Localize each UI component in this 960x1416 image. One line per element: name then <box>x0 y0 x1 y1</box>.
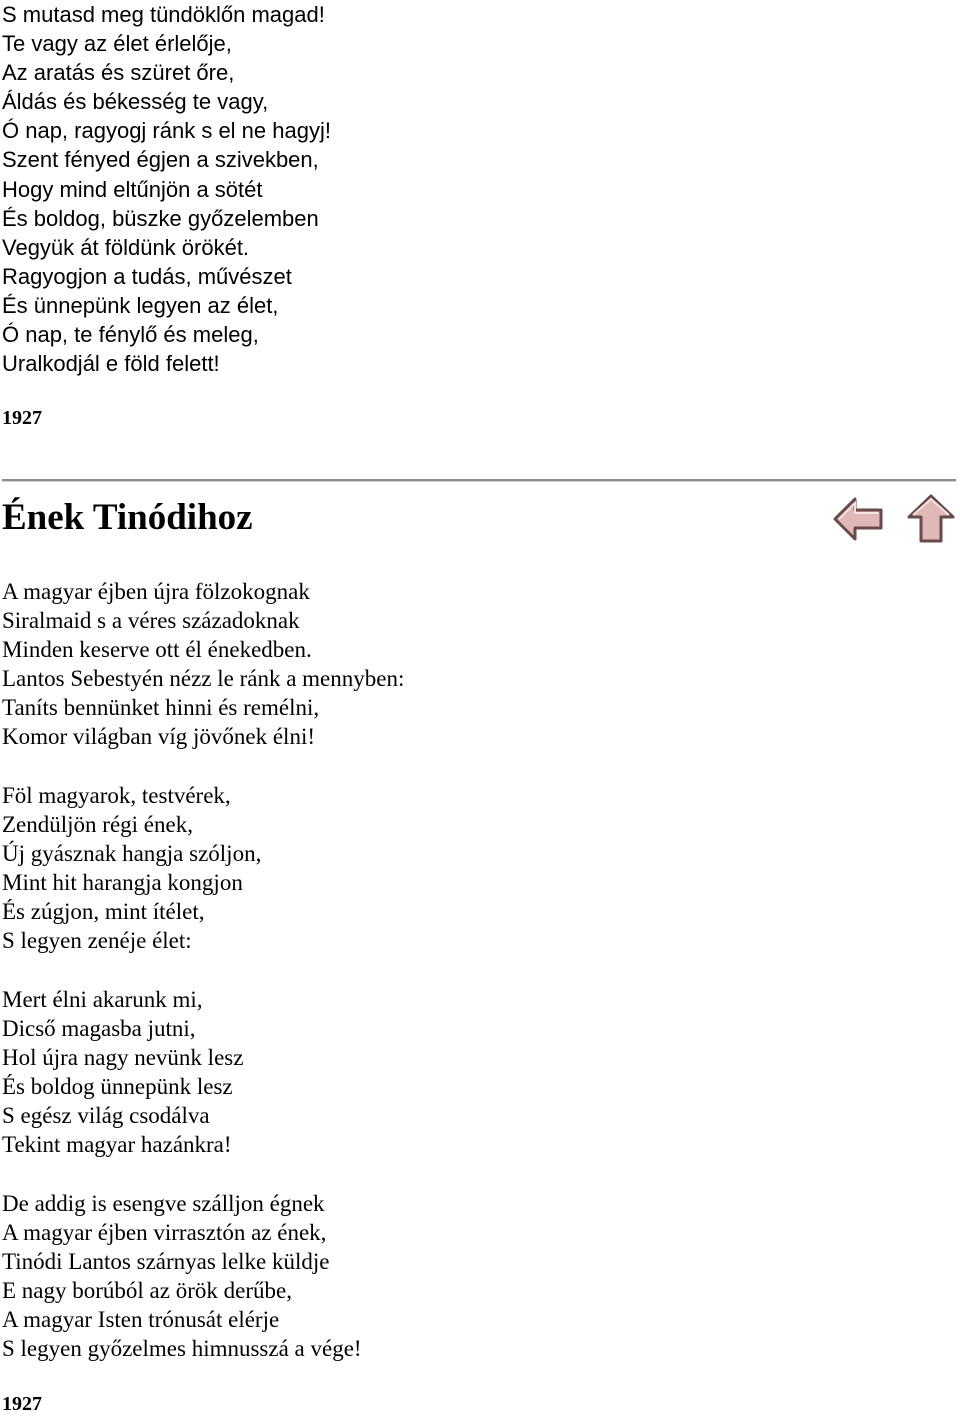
poem-line: Taníts bennünket hinni és remélni, <box>2 695 320 721</box>
poem2-stanza-4 <box>2 1189 362 1364</box>
poem-line: Siralmaid s a véres századoknak <box>2 608 300 634</box>
poem2-year: 1927 <box>2 1393 42 1415</box>
poem-line: Zendüljön régi ének, <box>2 812 193 838</box>
poem-line: A magyar Isten trónusát elérje <box>2 1307 280 1333</box>
poem-line: Ó nap, ragyogj ránk s el ne hagyj! <box>2 118 331 144</box>
poem-line: Ragyogjon a tudás, művészet <box>2 263 292 289</box>
poem-line: Ó nap, te fénylő és meleg, <box>2 322 259 348</box>
poem-line: Tinódi Lantos szárnyas lelke küldje <box>2 1249 330 1275</box>
poem2-title: Ének Tinódihoz <box>2 497 253 538</box>
poem-line: Föl magyarok, testvérek, <box>2 783 231 808</box>
poem1-stanza <box>2 0 331 378</box>
poem-line: S mutasd meg tündöklőn magad! <box>2 2 325 27</box>
horizontal-divider <box>2 479 956 482</box>
poem2-stanza-1 <box>2 577 404 752</box>
poem-line: Dicső magasba jutni, <box>2 1016 196 1042</box>
poem-line: A magyar éjben virrasztón az ének, <box>2 1220 327 1246</box>
back-button[interactable] <box>832 494 884 544</box>
poem-line: Áldás és békesség te vagy, <box>2 89 269 115</box>
arrow-up-icon <box>905 494 957 544</box>
poem-line: E nagy borúból az örök derűbe, <box>2 1278 292 1304</box>
poem-line: És boldog, büszke győzelemben <box>2 205 319 231</box>
poem-line: És ünnepünk legyen az élet, <box>2 292 279 318</box>
poem-line: Lantos Sebestyén nézz le ránk a mennyben: <box>2 666 405 692</box>
poem-line: Hol újra nagy nevünk lesz <box>2 1045 244 1071</box>
poem-line: S legyen zenéje élet: <box>2 928 192 954</box>
poem-line: De addig is esengve szálljon égnek <box>2 1191 325 1216</box>
poem-line: S egész világ csodálva <box>2 1103 210 1129</box>
poem-line: A magyar éjben újra fölzokognak <box>2 579 310 604</box>
poem2-stanza-3 <box>2 985 243 1160</box>
poem-line: És boldog ünnepünk lesz <box>2 1074 233 1100</box>
poem-line: S legyen győzelmes himnusszá a vége! <box>2 1336 362 1362</box>
up-button[interactable] <box>905 494 957 544</box>
poem1-year: 1927 <box>2 407 42 429</box>
poem-line: Uralkodjál e föld felett! <box>2 351 220 377</box>
arrow-left-icon <box>832 494 884 544</box>
poem-line: Az aratás és szüret őre, <box>2 60 235 86</box>
poem-line: Te vagy az élet érlelője, <box>2 31 232 57</box>
poem-line: Vegyük át földünk örökét. <box>2 234 250 260</box>
poem-line: Tekint magyar hazánkra! <box>2 1132 232 1158</box>
poem2-stanza-2 <box>2 781 261 956</box>
poem-line: Minden keserve ott él énekedben. <box>2 637 312 663</box>
poem-line: Mint hit harangja kongjon <box>2 870 243 896</box>
poem-line: És zúgjon, mint ítélet, <box>2 899 205 925</box>
poem-line: Szent fényed égjen a szivekben, <box>2 147 319 173</box>
poem-line: Új gyásznak hangja szóljon, <box>2 841 262 867</box>
poem-line: Hogy mind eltűnjön a sötét <box>2 176 263 202</box>
poem-line: Komor világban víg jövőnek élni! <box>2 724 315 750</box>
poem-line: Mert élni akarunk mi, <box>2 987 203 1012</box>
